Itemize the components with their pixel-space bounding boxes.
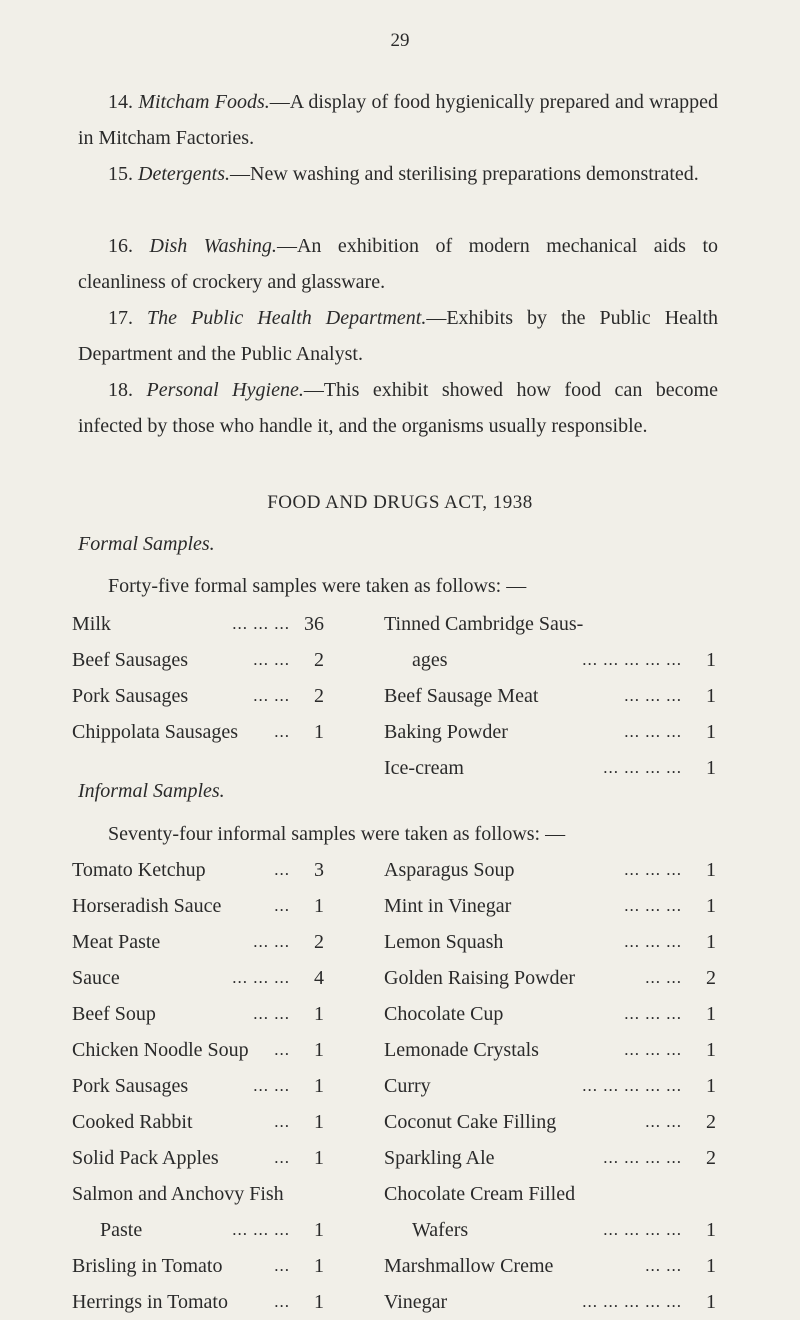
sample-row [72, 960, 324, 996]
sample-count: 1 [314, 895, 324, 917]
sample-row [384, 678, 716, 714]
sample-row [384, 714, 716, 750]
paragraph-title: Detergents. [138, 163, 231, 185]
sample-row [72, 924, 324, 960]
paragraph-title: Dish Washing. [149, 235, 277, 257]
dot-leader: ... ... ... [624, 932, 682, 951]
sample-name: Meat Paste [72, 931, 161, 953]
sample-count: 1 [314, 721, 324, 743]
sample-row [384, 1032, 716, 1068]
sample-name: Chocolate Cream Filled [384, 1183, 576, 1205]
sample-count: 2 [706, 967, 716, 989]
dot-leader: ... ... ... [232, 1220, 290, 1239]
sample-row [72, 1068, 324, 1104]
sample-count: 2 [706, 1147, 716, 1169]
sample-name: Tinned Cambridge Saus- [384, 613, 584, 635]
sample-row [72, 1032, 324, 1068]
sample-row [72, 606, 324, 642]
dot-leader: ... ... ... ... [603, 758, 682, 777]
sample-row [384, 642, 716, 678]
dot-leader: ... ... ... ... [603, 1220, 682, 1239]
sample-count: 1 [314, 1255, 324, 1277]
dot-leader: ... ... ... [232, 968, 290, 987]
sample-name: Pork Sausages [72, 685, 189, 707]
sample-count: 1 [706, 895, 716, 917]
sample-row [72, 1212, 324, 1248]
sample-row [384, 1140, 716, 1176]
paragraph-title: Mitcham Foods. [138, 91, 270, 113]
sample-row [384, 924, 716, 960]
dot-leader: ... ... [645, 1256, 682, 1275]
sample-name: Golden Raising Powder [384, 967, 576, 989]
sample-row [384, 852, 716, 888]
sample-row [72, 678, 324, 714]
sample-name: Coconut Cake Filling [384, 1111, 557, 1133]
paragraph-title: Personal Hygiene. [146, 379, 304, 401]
paragraph-text: —A display of food hygienically prepared and wrapped in Mitcham Factories. [78, 91, 718, 149]
paragraph-17 [78, 300, 718, 372]
sample-name: Baking Powder [384, 721, 508, 743]
sample-count: 1 [706, 685, 716, 707]
sample-count: 1 [314, 1075, 324, 1097]
sample-name: Sparkling Ale [384, 1147, 495, 1169]
sample-count: 1 [706, 721, 716, 743]
formal-samples-heading: Formal Samples. [78, 533, 215, 555]
sample-row [72, 1104, 324, 1140]
sample-name: Beef Sausages [72, 649, 189, 671]
sample-count: 2 [314, 685, 324, 707]
paragraph-title: The Public Health Department. [147, 307, 427, 329]
sample-count: 3 [314, 859, 324, 881]
sample-name: Beef Soup [72, 1003, 156, 1025]
paragraph-16 [78, 228, 718, 300]
sample-name: Lemonade Crystals [384, 1039, 539, 1061]
paragraph-18 [78, 372, 718, 444]
dot-leader: ... ... ... [624, 860, 682, 879]
dot-leader: ... ... [253, 686, 290, 705]
paragraph-number: 16. [108, 235, 133, 257]
sample-row [384, 1212, 716, 1248]
act-heading: FOOD AND DRUGS ACT, 1938 [267, 492, 533, 513]
sample-row [384, 1104, 716, 1140]
sample-count: 2 [314, 931, 324, 953]
paragraph-15 [78, 156, 718, 192]
sample-row [384, 996, 716, 1032]
sample-name: Horseradish Sauce [72, 895, 222, 917]
sample-name: Cooked Rabbit [72, 1111, 193, 1133]
dot-leader: ... [274, 896, 290, 915]
sample-count: 2 [314, 649, 324, 671]
paragraph-number: 14. [108, 91, 133, 113]
sample-count: 1 [314, 1111, 324, 1133]
sample-name: Asparagus Soup [384, 859, 515, 881]
sample-name: Paste [100, 1219, 143, 1241]
sample-row [384, 1068, 716, 1104]
sample-name: Wafers [412, 1219, 469, 1241]
sample-count: 1 [314, 1219, 324, 1241]
sample-count: 1 [314, 1039, 324, 1061]
dot-leader: ... ... ... ... [603, 1148, 682, 1167]
sample-row [384, 606, 716, 642]
sample-row [72, 714, 324, 750]
dot-leader: ... ... [645, 1112, 682, 1131]
paragraph-number: 18. [108, 379, 133, 401]
sample-row [72, 1176, 324, 1212]
dot-leader: ... ... [645, 968, 682, 987]
dot-leader: ... ... ... [624, 722, 682, 741]
sample-count: 2 [706, 1111, 716, 1133]
paragraph-text: —An exhibition of modern mechanical aids to cleanliness of crockery and glassware. [78, 235, 718, 293]
sample-row [72, 996, 324, 1032]
sample-row [72, 1248, 324, 1284]
sample-name: Ice-cream [384, 757, 464, 779]
dot-leader: ... ... ... [624, 1040, 682, 1059]
sample-count: 4 [314, 967, 324, 989]
sample-row [72, 888, 324, 924]
sample-name: Sauce [72, 967, 120, 989]
dot-leader: ... ... [253, 932, 290, 951]
sample-row [384, 1248, 716, 1284]
sample-row [72, 1140, 324, 1176]
dot-leader: ... ... ... ... ... [582, 650, 682, 669]
sample-count: 1 [706, 1219, 716, 1241]
sample-name: Chocolate Cup [384, 1003, 504, 1025]
sample-count: 1 [314, 1147, 324, 1169]
sample-name: ages [412, 649, 448, 671]
informal-samples-heading: Informal Samples. [78, 780, 225, 802]
paragraph-text: —Exhibits by the Public Health Department and the Public Analyst. [78, 307, 719, 365]
formal-samples-intro: Forty-five formal samples were taken as follows: — [108, 575, 527, 597]
sample-name: Brisling in Tomato [72, 1255, 223, 1277]
dot-leader: ... ... ... [232, 614, 290, 633]
dot-leader: ... ... [253, 650, 290, 669]
sample-count: 1 [706, 1255, 716, 1277]
sample-count: 1 [706, 1075, 716, 1097]
sample-name: Milk [72, 613, 111, 635]
sample-name: Curry [384, 1075, 431, 1097]
sample-name: Beef Sausage Meat [384, 685, 539, 707]
dot-leader: ... ... ... [624, 686, 682, 705]
dot-leader: ... [274, 1040, 290, 1059]
sample-count: 1 [706, 859, 716, 881]
sample-name: Pork Sausages [72, 1075, 189, 1097]
paragraph-text: —New washing and sterilising preparations demonstrated. [230, 163, 699, 185]
dot-leader: ... ... ... ... ... [582, 1292, 682, 1311]
sample-name: Solid Pack Apples [72, 1147, 219, 1169]
sample-name: Chippolata Sausages [72, 721, 239, 743]
paragraph-number: 15. [108, 163, 133, 185]
sample-count: 1 [706, 1039, 716, 1061]
sample-name: Salmon and Anchovy Fish [72, 1183, 284, 1205]
dot-leader: ... [274, 860, 290, 879]
dot-leader: ... ... ... [624, 896, 682, 915]
sample-row [72, 642, 324, 678]
dot-leader: ... [274, 1292, 290, 1311]
sample-count: 1 [706, 931, 716, 953]
paragraph-number: 17. [108, 307, 133, 329]
sample-row [72, 852, 324, 888]
dot-leader: ... [274, 1256, 290, 1275]
dot-leader: ... ... [253, 1076, 290, 1095]
sample-count: 1 [706, 649, 716, 671]
sample-row [384, 1176, 716, 1212]
sample-name: Marshmallow Creme [384, 1255, 554, 1277]
dot-leader: ... ... [253, 1004, 290, 1023]
sample-name: Chicken Noodle Soup [72, 1039, 249, 1061]
sample-count: 1 [706, 1003, 716, 1025]
dot-leader: ... ... ... [624, 1004, 682, 1023]
paragraph-14 [78, 84, 718, 156]
sample-row [384, 750, 716, 786]
sample-count: 1 [314, 1291, 324, 1313]
paragraph-text: —This exhibit showed how food can become infected by those who handle it, and the organisms usually responsible. [78, 379, 718, 437]
dot-leader: ... ... ... ... ... [582, 1076, 682, 1095]
page-number: 29 [390, 30, 410, 51]
sample-count: 1 [706, 757, 716, 779]
dot-leader: ... [274, 722, 290, 741]
sample-name: Vinegar [384, 1291, 448, 1313]
dot-leader: ... [274, 1148, 290, 1167]
sample-count: 36 [304, 613, 324, 635]
sample-count: 1 [706, 1291, 716, 1313]
sample-row [384, 960, 716, 996]
sample-name: Mint in Vinegar [384, 895, 512, 917]
sample-name: Lemon Squash [384, 931, 504, 953]
sample-row [384, 888, 716, 924]
dot-leader: ... [274, 1112, 290, 1131]
sample-name: Herrings in Tomato [72, 1291, 228, 1313]
sample-name: Tomato Ketchup [72, 859, 206, 881]
sample-count: 1 [314, 1003, 324, 1025]
informal-samples-intro: Seventy-four informal samples were taken as follows: — [108, 823, 566, 845]
